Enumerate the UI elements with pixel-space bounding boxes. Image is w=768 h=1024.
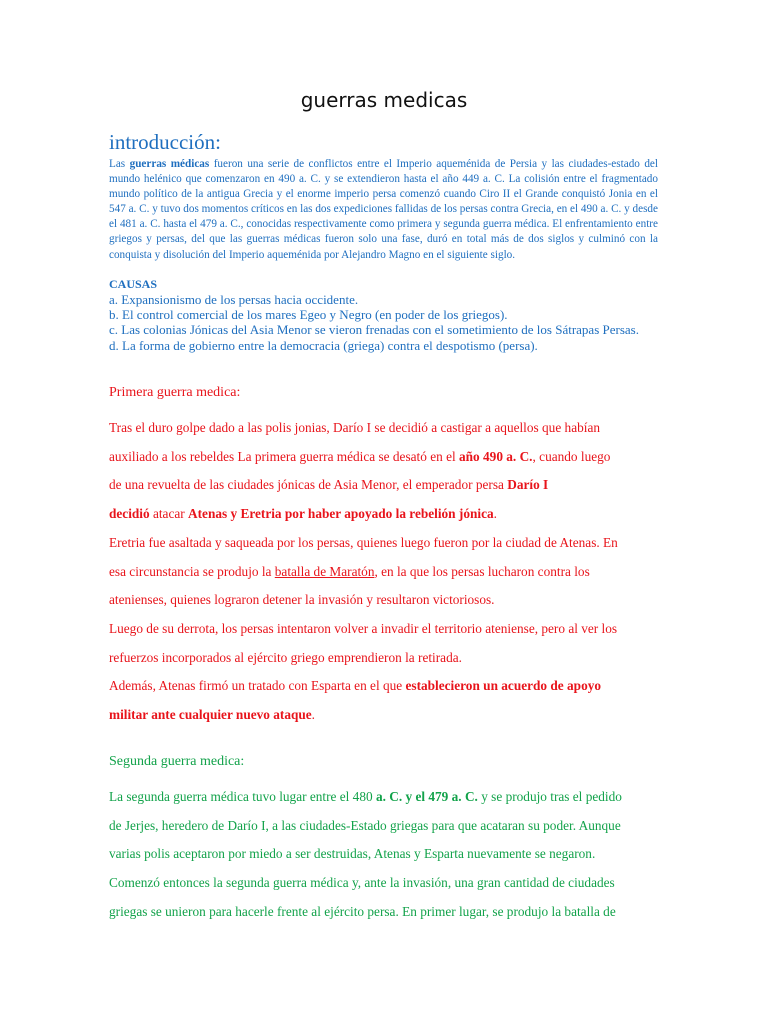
first-war-line <box>109 471 659 500</box>
first-war-line <box>109 500 659 529</box>
bold-run: establecieron un acuerdo de apoyo <box>405 678 602 694</box>
document-title: guerras medicas <box>300 88 468 112</box>
text-run: de Jerjes, heredero de Darío I, a las ciudades-Estado griegas para que acataran su poder. Aunque <box>109 817 621 833</box>
second-war-line <box>109 812 659 841</box>
text-run: auxiliado a los rebeldes La primera guerra médica se desató en el <box>109 448 459 464</box>
first-war-line <box>109 414 659 443</box>
text-run: griegas se unieron para hacerle frente al ejército persa. En primer lugar, se produjo la batalla de <box>109 903 616 919</box>
batalla-de-maraton-link[interactable]: batalla de Maratón <box>274 563 375 579</box>
text-run: de una revuelta de las ciudades jónicas de Asia Menor, el emperador persa <box>109 477 508 493</box>
cause-item-a: a. Expansionismo de los persas hacia occidente. <box>109 292 359 307</box>
text-run: refuerzos incorporados al ejército griego emprendieron la retirada. <box>109 649 462 665</box>
intro-paragraph <box>109 157 658 263</box>
text-run: Eretria fue asaltada y saqueada por los persas, quienes luego fueron por la ciudad de Atenas. En <box>109 534 618 550</box>
cause-item-c: c. Las colonias Jónicas del Asia Menor se vieron frenadas con el sometimiento de los Sátrapas Persas. <box>109 322 639 338</box>
bold-run: militar ante cualquier nuevo ataque <box>109 707 312 723</box>
text-run: La segunda guerra médica tuvo lugar entre el 480 <box>109 789 376 804</box>
first-war-section <box>109 383 659 730</box>
intro-lead: Las <box>109 158 130 170</box>
text-run: Comenzó entonces la segunda guerra médica y, ante la invasión, una gran cantidad de ciudades <box>109 875 615 891</box>
cause-item-b: b. El control comercial de los mares Egeo y Negro (en poder de los griegos). <box>109 307 508 323</box>
bold-run: Atenas y Eretria por haber apoyado la rebelión jónica <box>188 506 494 522</box>
bold-run: Darío I <box>507 477 549 493</box>
second-war-line <box>109 840 659 869</box>
text-run: esa circunstancia se produjo la <box>109 563 275 579</box>
text-run: Además, Atenas firmó un tratado con Esparta en el que <box>109 678 406 694</box>
text-run: varias polis aceptaron por miedo a ser destruidas, Atenas y Esparta nuevamente se negaron. <box>109 846 596 862</box>
second-war-line <box>109 783 659 812</box>
first-war-line <box>109 644 659 673</box>
causes-title: CAUSAS <box>109 277 158 291</box>
second-war-line <box>109 898 659 927</box>
first-war-line <box>109 443 659 472</box>
first-war-line <box>109 701 659 730</box>
second-war-line <box>109 869 659 898</box>
first-war-line <box>109 672 659 701</box>
intro-heading: introducción: <box>109 130 221 154</box>
first-war-line <box>109 615 659 644</box>
cause-item-d: d. La forma de gobierno entre la democracia (griega) contra el despotismo (persa). <box>109 337 538 353</box>
text-run: . <box>493 506 497 522</box>
text-run: . <box>311 707 315 723</box>
text-run: Tras el duro golpe dado a las polis jonias, Darío I se decidió a castigar a aquellos que habían <box>109 420 600 435</box>
text-run: , en la que los persas lucharon contra los <box>374 563 590 579</box>
text-run: , cuando luego <box>532 448 611 464</box>
second-war-heading: Segunda guerra medica: <box>109 754 245 769</box>
first-war-line <box>109 529 659 558</box>
second-war-section <box>109 752 659 927</box>
first-war-heading: Primera guerra medica: <box>109 385 241 400</box>
text-run: Luego de su derrota, los persas intentaron volver a invadir el territorio ateniense, pero al ver los <box>109 620 618 636</box>
first-war-line <box>109 558 659 587</box>
bold-run: año 490 a. C. <box>459 448 533 464</box>
bold-run: decidió <box>109 506 150 522</box>
bold-run: a. C. y el 479 a. C. <box>375 789 478 804</box>
text-run: atenienses, quienes lograron detener la invasión y resultaron victoriosos. <box>109 592 495 608</box>
text-run: y se produjo tras el pedido <box>477 789 622 804</box>
intro-lead-bold: guerras médicas <box>129 158 210 170</box>
text-run: atacar <box>149 506 189 522</box>
intro-body-text: fueron una serie de conflictos entre el Imperio aqueménida de Persia y las ciudades-estado del mundo helénico que comenzaron en 490 a. C. y se extendieron hasta el año 449 a. C. La colisión entre el fragmentado mundo político de la antigua Grecia y el enorme imperio persa comenzó cuando Ciro II el Grande conquistó Jonia en el 547 a. C. y tuvo dos momentos críticos en las dos expediciones fallidas de los persas contra Grecia, en el 490 a. C. y desde el 481 a. C. hasta el 479 a. C., conocidas respectivamente como primera y segunda guerra médica. El enfrentamiento entre griegos y persas, del que las guerras médicas fueron solo una fase, duró en total más de dos siglos y culminó con la conquista y disolución del Imperio aqueménida por Alejandro Magno en el siguiente siglo. <box>109 158 658 261</box>
first-war-line <box>109 586 659 615</box>
causes-section <box>109 277 669 353</box>
